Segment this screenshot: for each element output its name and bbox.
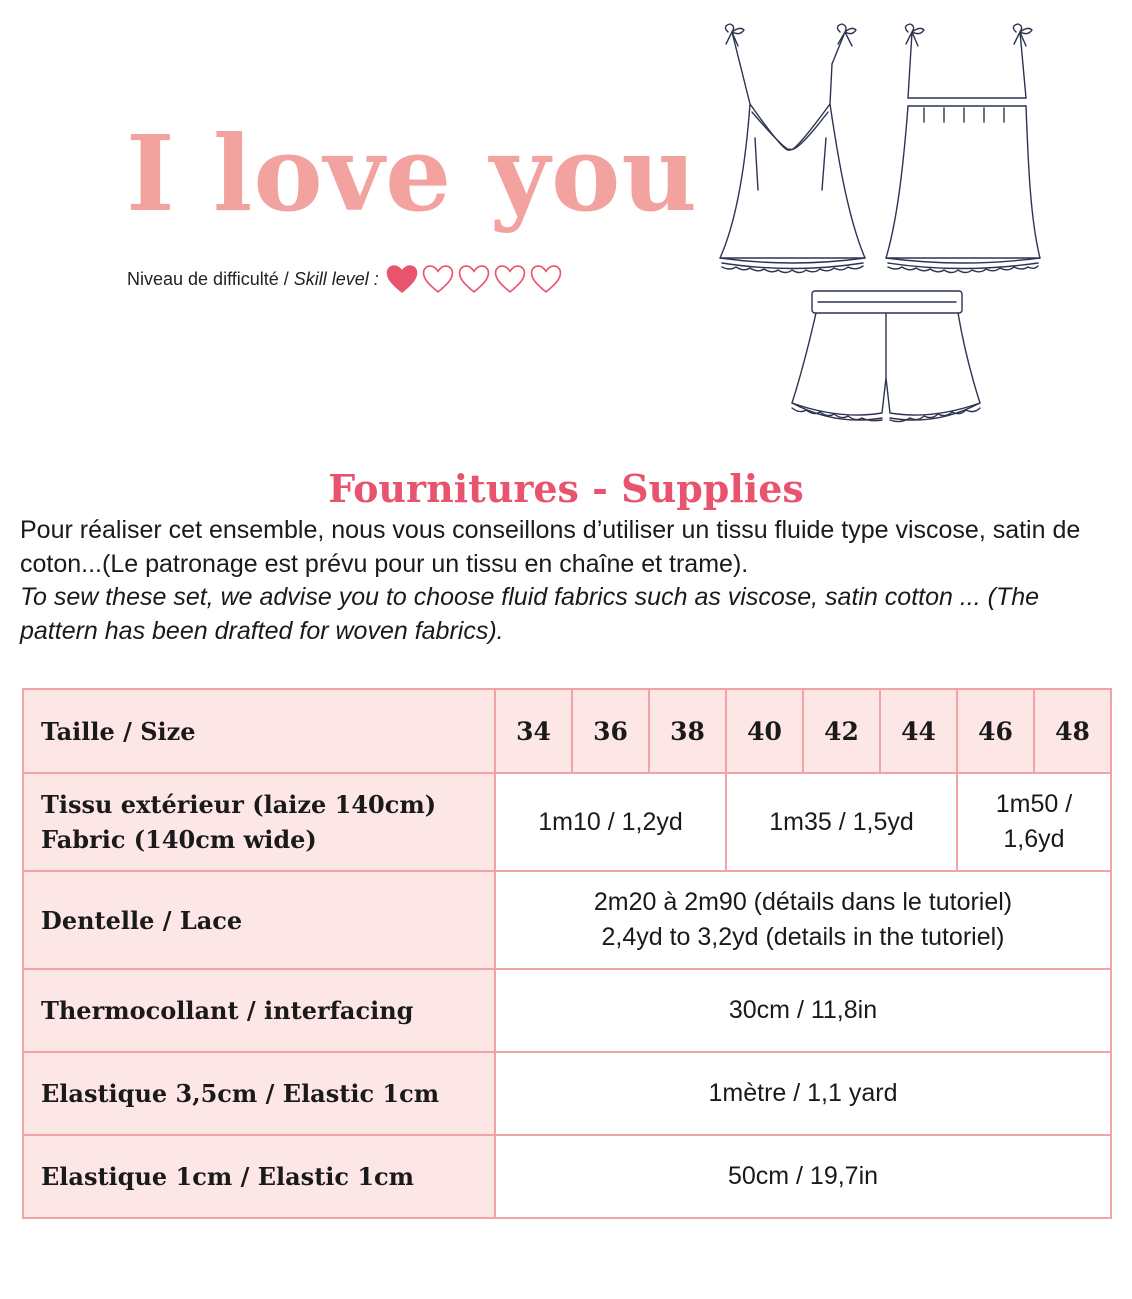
lace-row [23, 871, 1111, 969]
heart-outline-icon [421, 263, 455, 295]
supplies-table [22, 688, 1112, 1219]
supplies-heading: Fournitures - Supplies [328, 466, 804, 511]
fabric-value-34-38: 1m10 / 1,2yd [495, 773, 726, 871]
size-48: 48 [1034, 689, 1111, 773]
intro-english: To sew these set, we advise you to choose fluid fabrics such as viscose, satin cotton ... (The pattern has been drafted for woven fabrics). [20, 583, 1040, 645]
interfacing-label: Thermocollant / interfacing [23, 969, 495, 1052]
fabric-value-40-44: 1m35 / 1,5yd [726, 773, 957, 871]
elastic-35-label: Elastique 3,5cm / Elastic 1cm [23, 1052, 495, 1135]
skill-hearts [385, 263, 563, 295]
elastic-1-row [23, 1135, 1111, 1218]
size-34: 34 [495, 689, 572, 773]
size-40: 40 [726, 689, 803, 773]
size-38: 38 [649, 689, 726, 773]
heart-outline-icon [529, 263, 563, 295]
elastic-35-row [23, 1052, 1111, 1135]
size-36: 36 [572, 689, 649, 773]
lace-value-en: 2,4yd to 3,2yd (details in the tutoriel) [601, 923, 1005, 951]
garment-illustrations [700, 18, 1060, 438]
fabric-value-46-48: 1m50 / 1,6yd [957, 773, 1111, 871]
size-row [23, 689, 1111, 773]
shorts-drawing-icon [792, 291, 980, 422]
fabric-row [23, 773, 1111, 871]
interfacing-value: 30cm / 11,8in [495, 969, 1111, 1052]
heart-outline-icon [457, 263, 491, 295]
skill-label-fr: Niveau de difficulté / [127, 268, 289, 289]
fabric-label [23, 773, 495, 871]
heart-outline-icon [493, 263, 527, 295]
fabric-label-fr: Tissu extérieur (laize 140cm) [41, 790, 437, 819]
skill-label-en: Skill level : [293, 268, 379, 289]
elastic-1-label: Elastique 1cm / Elastic 1cm [23, 1135, 495, 1218]
camisole-back-drawing-icon [886, 24, 1040, 273]
size-42: 42 [803, 689, 880, 773]
size-label: Taille / Size [23, 689, 495, 773]
elastic-35-value: 1mètre / 1,1 yard [495, 1052, 1111, 1135]
fabric-label-en: Fabric (140cm wide) [41, 825, 317, 854]
skill-level [127, 263, 563, 295]
camisole-front-drawing-icon [720, 24, 865, 273]
interfacing-row [23, 969, 1111, 1052]
lace-label: Dentelle / Lace [23, 871, 495, 969]
lace-value-fr: 2m20 à 2m90 (détails dans le tutoriel) [593, 888, 1013, 916]
supplies-intro [20, 514, 1120, 648]
lace-value [495, 871, 1111, 969]
elastic-1-value: 50cm / 19,7in [495, 1135, 1111, 1218]
size-44: 44 [880, 689, 957, 773]
intro-french: Pour réaliser cet ensemble, nous vous conseillons d’utiliser un tissu fluide type viscose, satin de coton...(Le patronage est prévu pour un tissu en chaîne et trame). [20, 516, 1081, 578]
size-46: 46 [957, 689, 1034, 773]
heart-filled-icon [385, 263, 419, 295]
pattern-title: I love you [126, 112, 698, 235]
